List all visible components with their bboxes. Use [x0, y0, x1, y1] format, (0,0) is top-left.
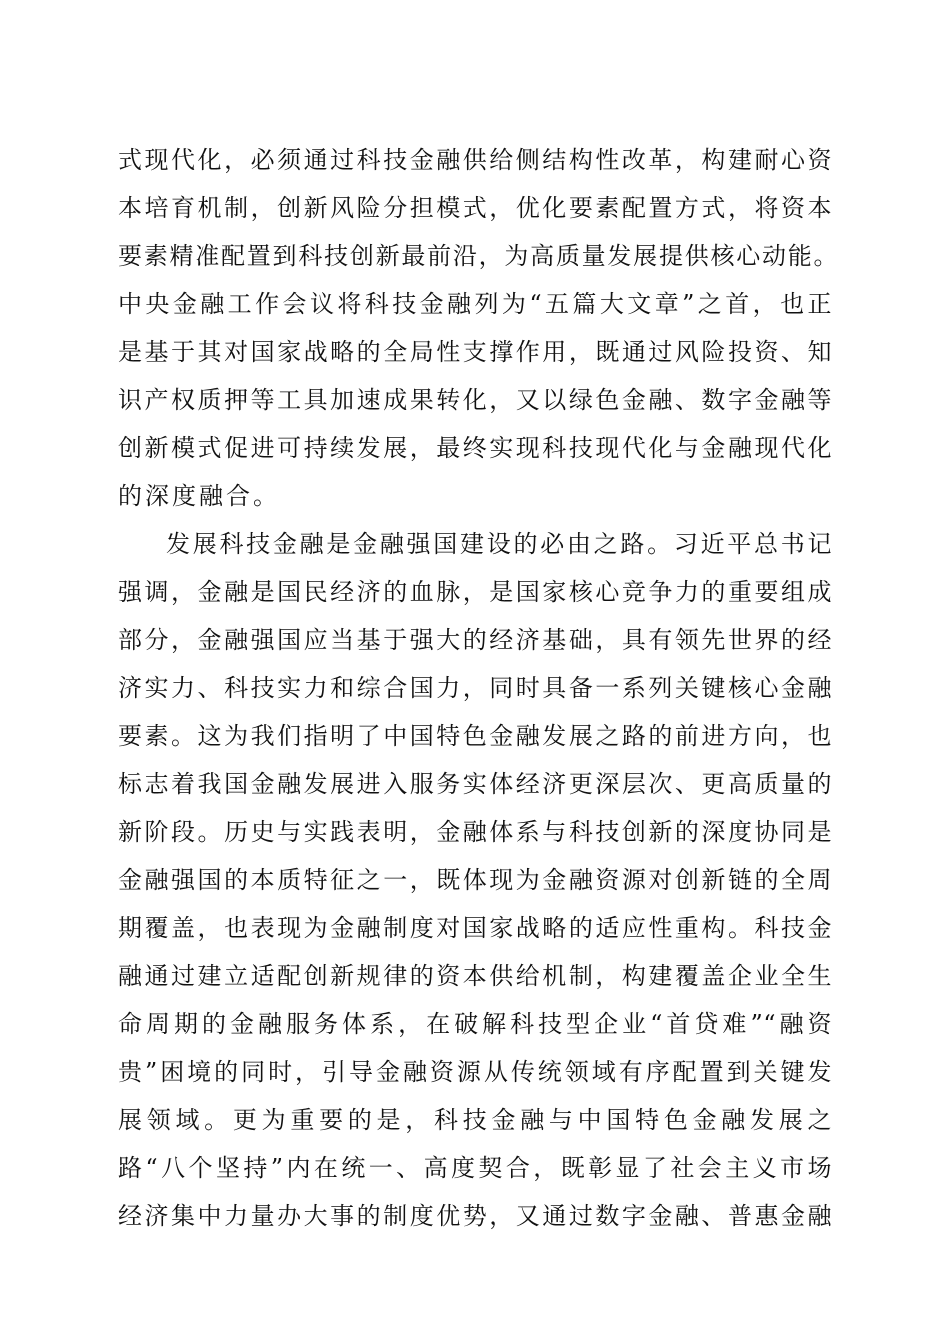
text-line: 贵”困境的同时，引导金融资源从传统领域有序配置到关键发 — [118, 1058, 832, 1086]
text-line: 金融强国的本质特征之一，既体现为金融资源对创新链的全周 — [118, 866, 832, 894]
text-line: 部分，金融强国应当基于强大的经济基础，具有领先世界的经 — [118, 626, 832, 654]
text-line: 的深度融合。 — [118, 482, 280, 510]
text-line: 式现代化，必须通过科技金融供给侧结构性改革，构建耐心资 — [118, 146, 832, 174]
text-line: 期覆盖，也表现为金融制度对国家战略的适应性重构。科技金 — [118, 914, 832, 942]
text-line: 展领域。更为重要的是，科技金融与中国特色金融发展之 — [118, 1106, 832, 1134]
text-line: 标志着我国金融发展进入服务实体经济更深层次、更高质量的 — [118, 770, 832, 798]
text-line: 融通过建立适配创新规律的资本供给机制，构建覆盖企业全生 — [118, 962, 832, 990]
text-line: 经济集中力量办大事的制度优势，又通过数字金融、普惠金融 — [118, 1202, 832, 1230]
text-line: 命周期的金融服务体系，在破解科技型企业“首贷难”“融资 — [118, 1010, 832, 1038]
text-line: 要素精准配置到科技创新最前沿，为高质量发展提供核心动能。 — [118, 242, 838, 270]
text-line: 创新模式促进可持续发展，最终实现科技现代化与金融现代化 — [118, 434, 832, 462]
text-line: 路“八个坚持”内在统一、高度契合，既彰显了社会主义市场 — [118, 1154, 832, 1182]
text-line: 强调，金融是国民经济的血脉，是国家核心竞争力的重要组成 — [118, 578, 832, 606]
text-line: 新阶段。历史与实践表明，金融体系与科技创新的深度协同是 — [118, 818, 832, 846]
text-line: 识产权质押等工具加速成果转化，又以绿色金融、数字金融等 — [118, 386, 832, 414]
text-line: 要素。这为我们指明了中国特色金融发展之路的前进方向，也 — [118, 722, 832, 750]
text-line: 是基于其对国家战略的全局性支撑作用，既通过风险投资、知 — [118, 338, 832, 366]
text-line: 中央金融工作会议将科技金融列为“五篇大文章”之首，也正 — [118, 290, 832, 318]
text-line: 本培育机制，创新风险分担模式，优化要素配置方式，将资本 — [118, 194, 832, 222]
text-line: 发展科技金融是金融强国建设的必由之路。习近平总书记 — [166, 530, 832, 558]
text-line: 济实力、科技实力和综合国力，同时具备一系列关键核心金融 — [118, 674, 832, 702]
